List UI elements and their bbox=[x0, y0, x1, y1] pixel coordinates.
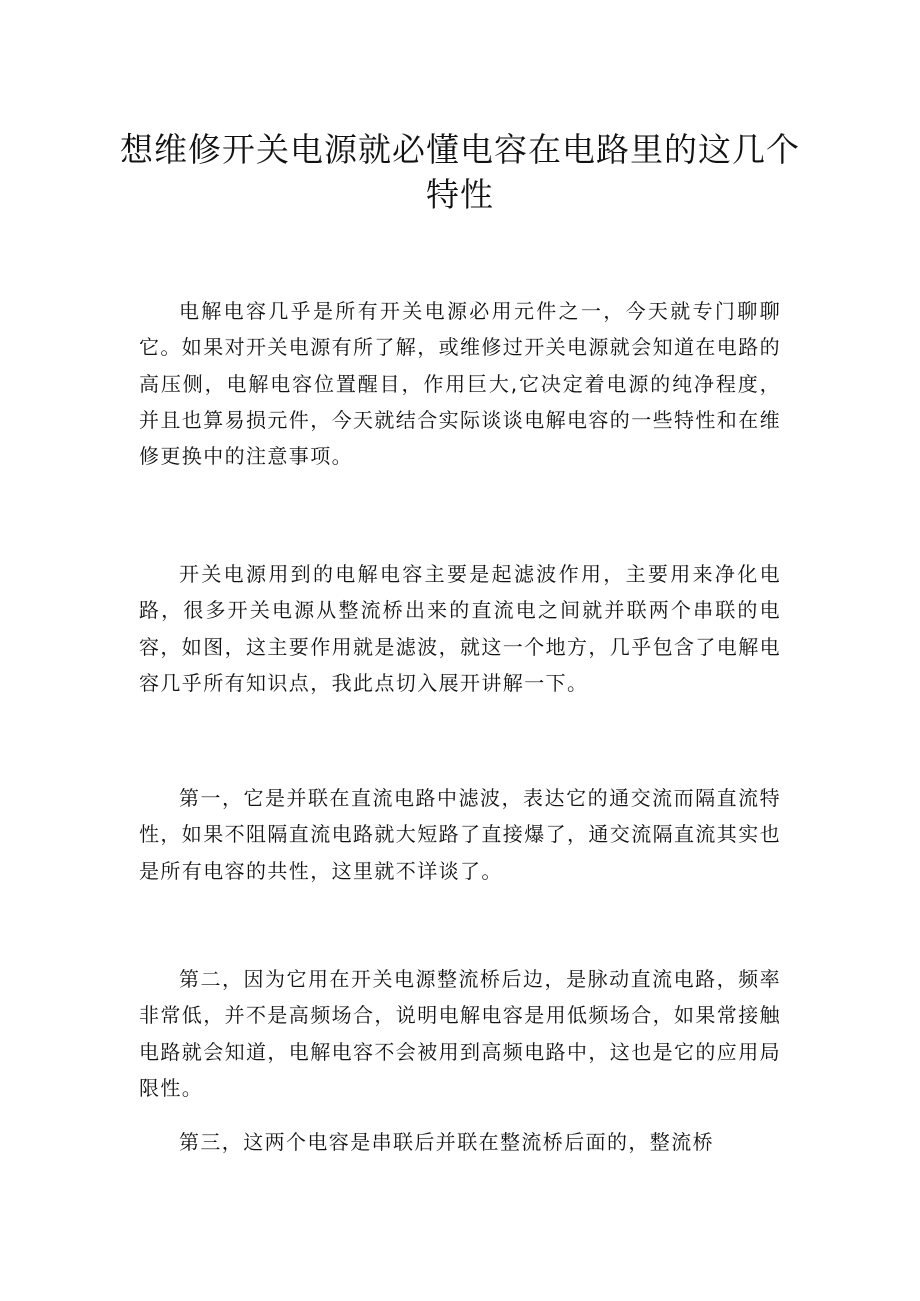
paragraph-second-point: 第二，因为它用在开关电源整流桥后边，是脉动直流电路，频率非常低，并不是高频场合，说明电解电容是用低频场合，如果常接触电路就会知道，电解电容不会被用到高频电路中，这也是它的应用局限性。 bbox=[139, 967, 781, 1100]
paragraph-filter-role: 开关电源用到的电解电容主要是起滤波作用，主要用来净化电路，很多开关电源从整流桥出来的直流电之间就并联两个串联的电容，如图，这主要作用就是滤波，就这一个地方，几乎包含了电解电容几乎所有知识点，我此点切入展开讲解一下。 bbox=[139, 562, 781, 695]
paragraph-third-point: 第三，这两个电容是串联后并联在整流桥后面的，整流桥 bbox=[179, 1130, 714, 1154]
paragraph-intro: 电解电容几乎是所有开关电源必用元件之一，今天就专门聊聊它。如果对开关电源有所了解，或维修过开关电源就会知道在电路的高压侧，电解电容位置醒目，作用巨大,它决定着电源的纯净程度，并且也算易损元件，今天就结合实际谈谈电解电容的一些特性和在维修更换中的注意事项。 bbox=[139, 299, 781, 469]
document-title: 想维修开关电源就必懂电容在电路里的这几个特性 bbox=[120, 130, 800, 214]
paragraph-first-point: 第一，它是并联在直流电路中滤波，表达它的通交流而隔直流特性，如果不阻隔直流电路就大短路了直接爆了，通交流隔直流其实也是所有电容的共性，这里就不详谈了。 bbox=[139, 786, 781, 883]
